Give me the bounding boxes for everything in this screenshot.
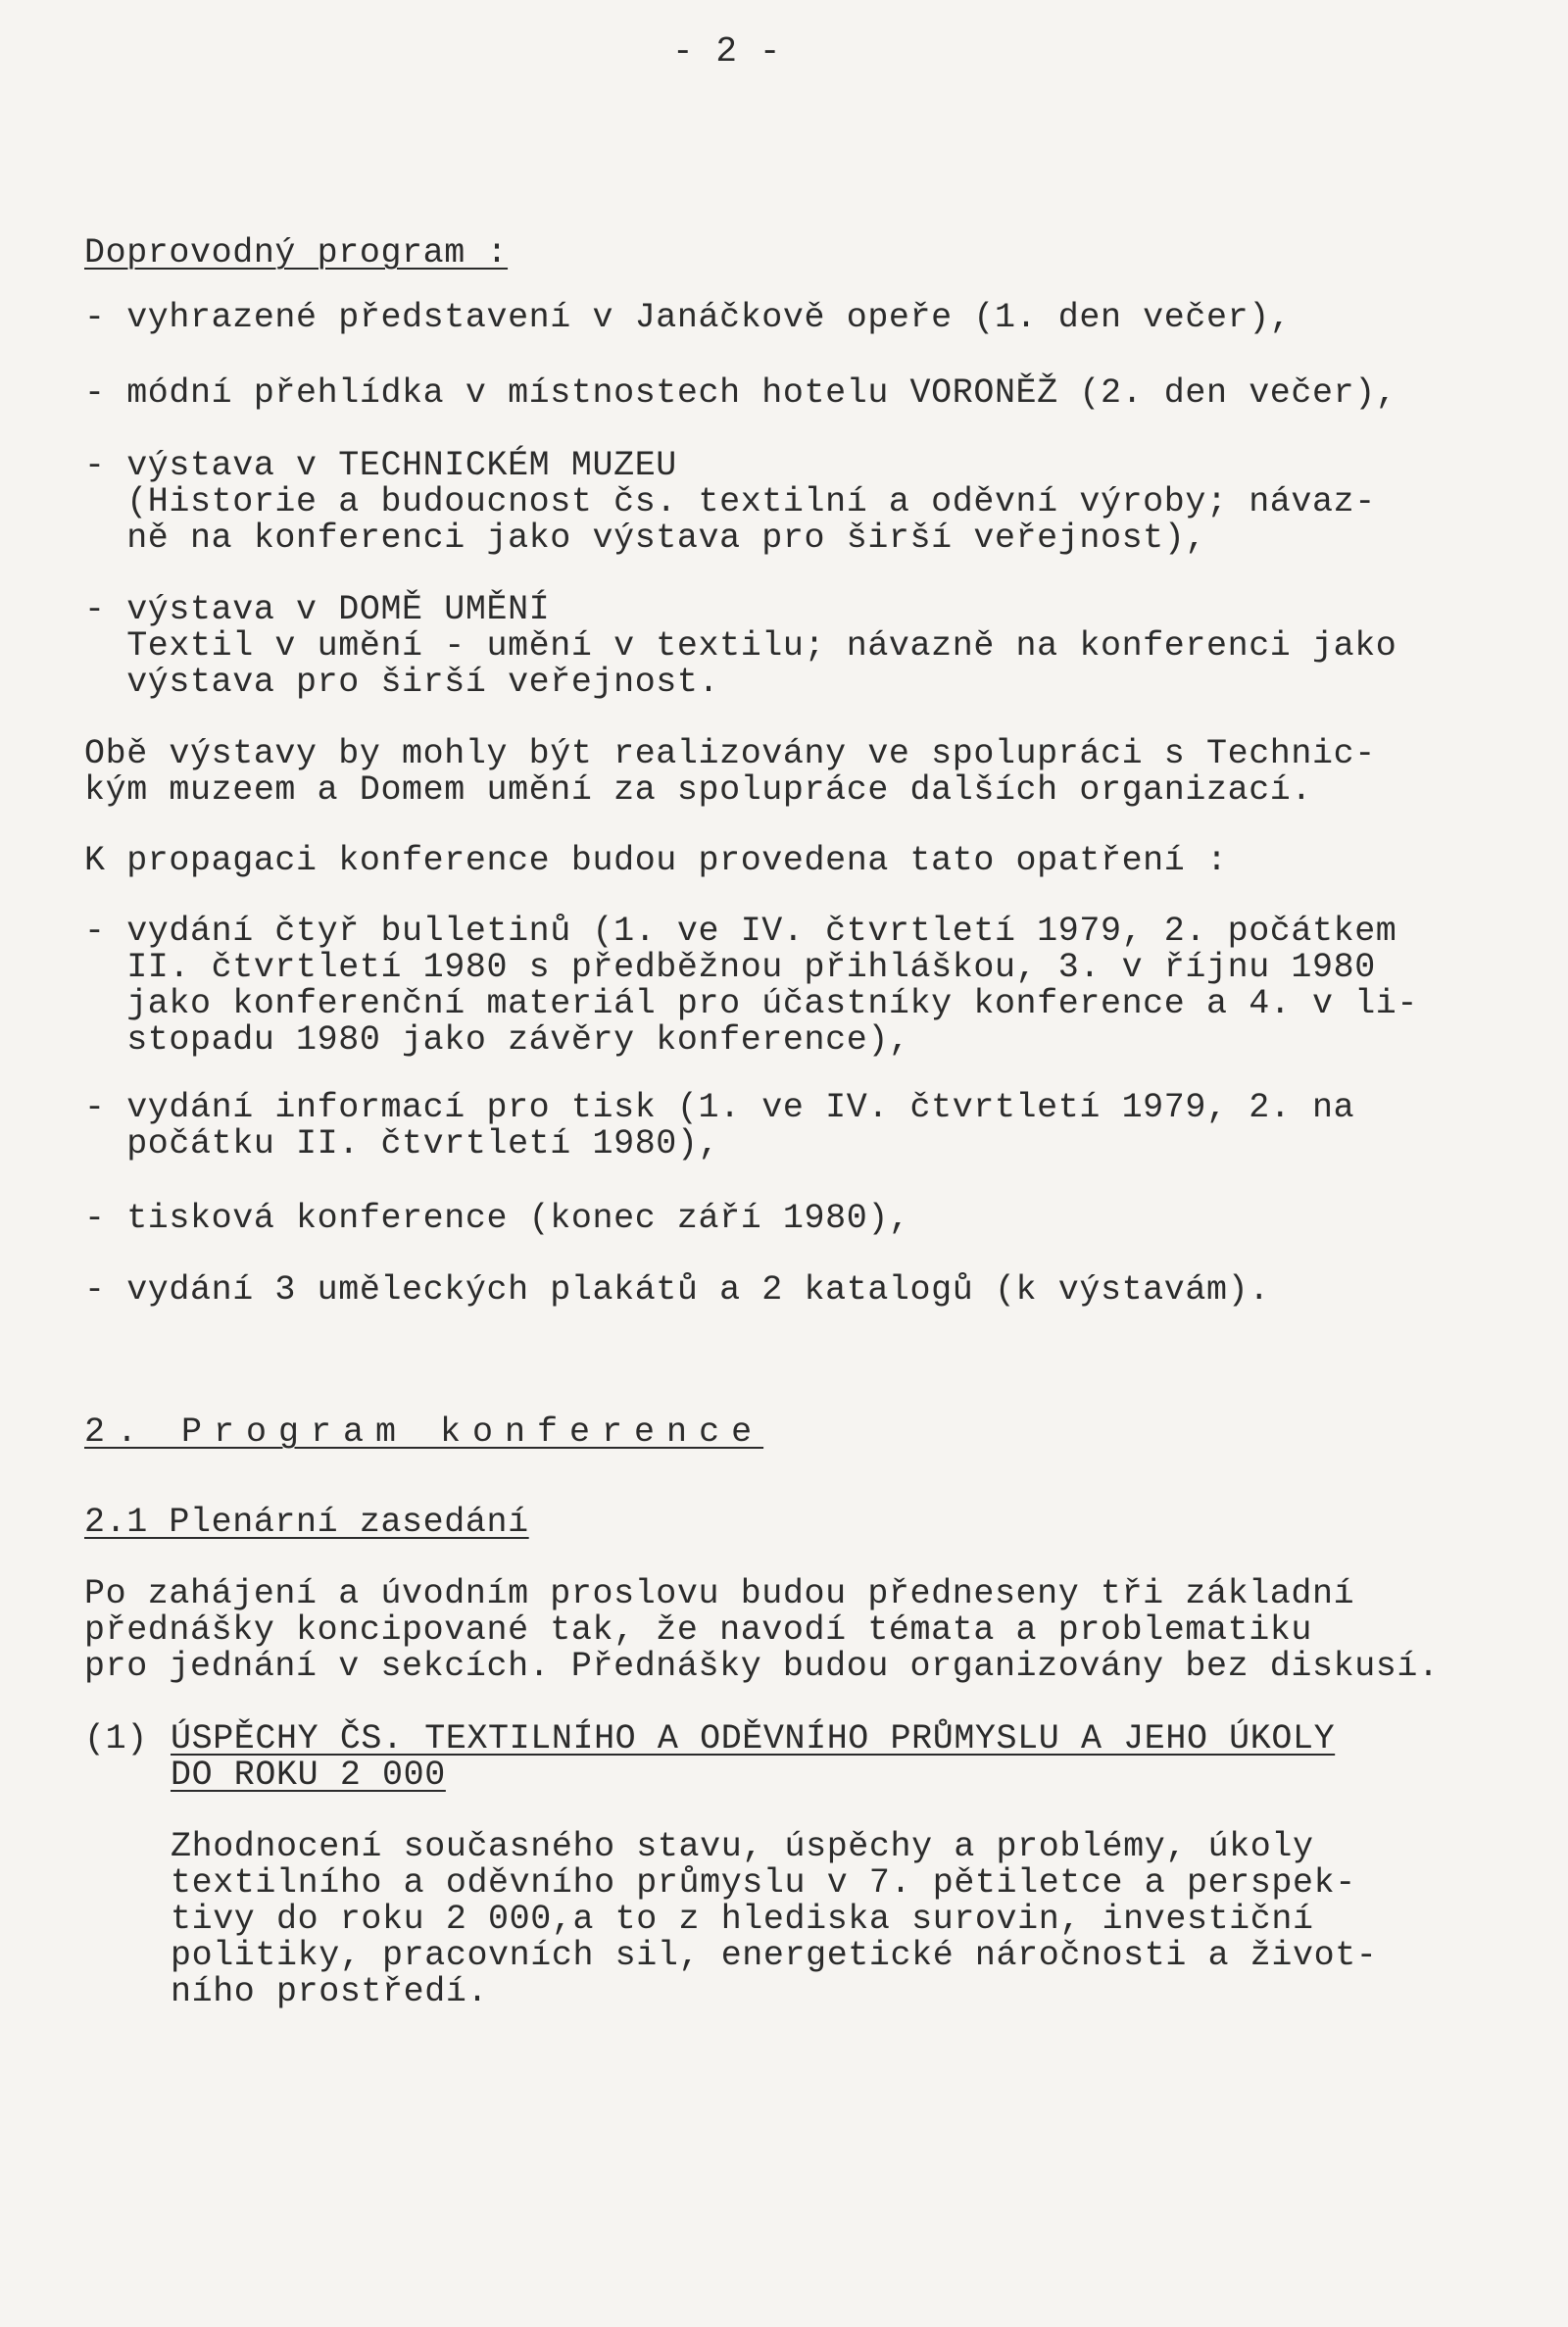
list-item: - vydání informací pro tisk (1. ve IV. čtvrtletí 1979, 2. na	[84, 1088, 1355, 1127]
paragraph-line: přednášky koncipované tak, že navodí témata a problematiku	[84, 1610, 1312, 1650]
lecture-number: (1)	[84, 1719, 148, 1758]
section-heading-accompanying-program: Doprovodný program :	[84, 233, 509, 272]
list-item-line: (Historie a budoucnost čs. textilní a oděvní výroby; návaz-	[84, 482, 1376, 521]
lecture-title: ÚSPĚCHY ČS. TEXTILNÍHO A ODĚVNÍHO PRŮMYSLU A JEHO ÚKOLY	[171, 1719, 1336, 1758]
list-item-line: stopadu 1980 jako závěry konference),	[84, 1020, 910, 1060]
list-item-line: ně na konferenci jako výstava pro širší veřejnost),	[84, 519, 1206, 558]
page-number: - 2 -	[672, 31, 782, 72]
paragraph-line: pro jednání v sekcích. Přednášky budou organizovány bez diskusí.	[84, 1647, 1440, 1686]
paragraph-line: Po zahájení a úvodním proslovu budou předneseny tři základní	[84, 1574, 1355, 1613]
list-item: - módní přehlídka v místnostech hotelu VORONĚŽ (2. den večer),	[84, 373, 1397, 413]
list-item: - vyhrazené představení v Janáčkově opeře (1. den večer),	[84, 298, 1292, 337]
paragraph-line: Obě výstavy by mohly být realizovány ve spolupráci s Technic-	[84, 734, 1376, 773]
paragraph-line: kým muzeem a Domem umění za spolupráce dalších organizací.	[84, 770, 1312, 810]
promotion-intro: K propagaci konference budou provedena tato opatření :	[84, 841, 1228, 880]
section-heading-program: 2. Program konference	[84, 1412, 764, 1452]
list-item-line: výstava pro širší veřejnost.	[84, 663, 720, 702]
lecture-text-line: tivy do roku 2 000,a to z hlediska surovin, investiční	[171, 1900, 1314, 1939]
list-item-line: Textil v umění - umění v textilu; návazně na konferenci jako	[84, 626, 1397, 666]
lecture-text-line: politiky, pracovních sil, energetické náročnosti a život-	[171, 1936, 1378, 1975]
lecture-title-line: DO ROKU 2 000	[171, 1756, 446, 1795]
lecture-text-line: textilního a oděvního průmyslu v 7. pětiletce a perspek-	[171, 1863, 1356, 1903]
list-item-line: jako konferenční materiál pro účastníky konference a 4. v li-	[84, 984, 1419, 1023]
list-item: - výstava v DOMĚ UMĚNÍ	[84, 590, 551, 629]
list-item: - vydání čtyř bulletinů (1. ve IV. čtvrtletí 1979, 2. počátkem	[84, 912, 1397, 951]
list-item-line: II. čtvrtletí 1980 s předběžnou přihláškou, 3. v říjnu 1980	[84, 948, 1376, 987]
list-item-line: počátku II. čtvrtletí 1980),	[84, 1124, 720, 1164]
list-item: - výstava v TECHNICKÉM MUZEU	[84, 446, 677, 485]
list-item: - vydání 3 uměleckých plakátů a 2 katalogů (k výstavám).	[84, 1270, 1270, 1310]
subsection-heading-plenary: 2.1 Plenární zasedání	[84, 1503, 529, 1542]
list-item: - tisková konference (konec září 1980),	[84, 1199, 910, 1238]
lecture-text-line: Zhodnocení současného stavu, úspěchy a problémy, úkoly	[171, 1827, 1314, 1866]
lecture-text-line: ního prostředí.	[171, 1972, 489, 2011]
